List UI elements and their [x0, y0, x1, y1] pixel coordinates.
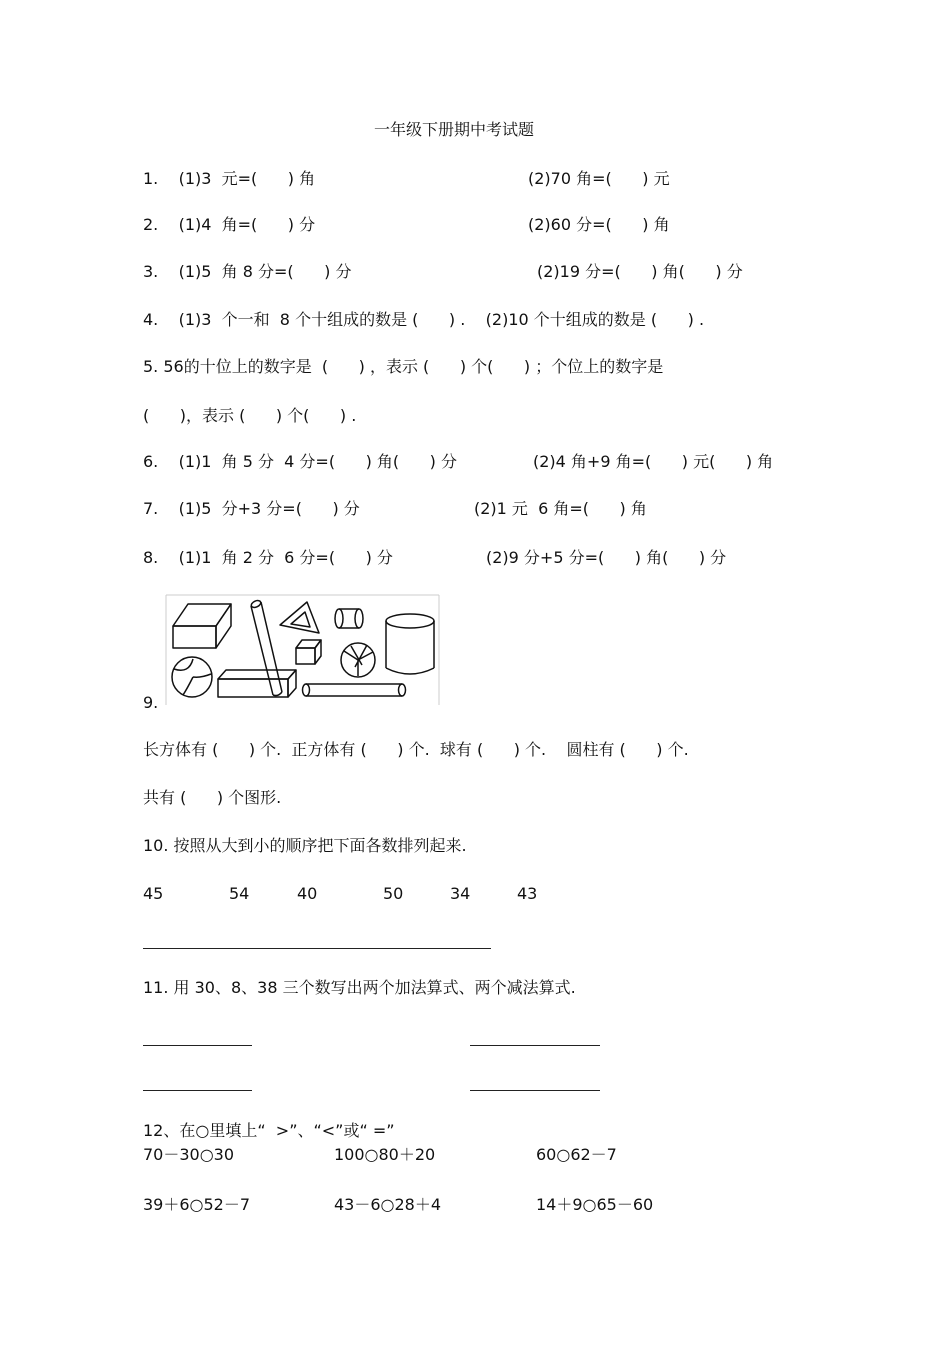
compare-item: 60○62－7 [536, 1145, 617, 1164]
question-4: 4. (1)3 个一和 8 个十组成的数是 ( ) . (2)10 个十组成的数是 ( ) . [143, 310, 705, 329]
horizontal-cylinder-icon [303, 684, 406, 696]
question-8b: (2)9 分+5 分=( ) 角( ) 分 [486, 548, 727, 567]
number-item: 43 [517, 884, 538, 903]
question-9-line2: 共有 ( ) 个图形. [143, 788, 282, 807]
question-11: 11. 用 30、8、38 三个数写出两个加法算式、两个减法算式. [143, 978, 576, 997]
rod-cylinder-icon [250, 599, 282, 695]
number-item: 54 [229, 884, 250, 903]
question-5-line1: 5. 56的十位上的数字是 ( ) ，表示 ( ) 个( ) ；个位上的数字是 [143, 357, 664, 376]
ball-icon [172, 657, 212, 697]
cube-icon [296, 640, 321, 664]
question-10: 10. 按照从大到小的顺序把下面各数排列起来. [143, 836, 467, 855]
cuboid-large-icon [173, 604, 231, 648]
question-3a: 3. (1)5 角 8 分=( ) 分 [143, 262, 352, 281]
answer-line[interactable] [470, 1045, 600, 1046]
triangle-ruler-icon [280, 602, 319, 633]
page-title: 一年级下册期中考试题 [374, 120, 535, 139]
question-2b: (2)60 分=( ) 角 [528, 215, 670, 234]
cuboid-flat-icon [218, 670, 296, 697]
answer-line[interactable] [143, 1045, 252, 1046]
question-12: 12、在○里填上“ >”、“<”或“ =” [143, 1121, 395, 1140]
question-1a: 1. (1)3 元=( ) 角 [143, 169, 316, 188]
question-2a: 2. (1)4 角=( ) 分 [143, 215, 316, 234]
question-1b: (2)70 角=( ) 元 [528, 169, 670, 188]
question-6a: 6. (1)1 角 5 分 4 分=( ) 角( ) 分 [143, 452, 457, 471]
question-3b: (2)19 分=( ) 角( ) 分 [537, 262, 743, 281]
question-7a: 7. (1)5 分+3 分=( ) 分 [143, 499, 360, 518]
number-item: 34 [450, 884, 471, 903]
question-9-number: 9. [143, 693, 159, 712]
question-6b: (2)4 角+9 角=( ) 元( ) 角 [533, 452, 774, 471]
compare-item: 100○80＋20 [334, 1145, 436, 1164]
compare-item: 14＋9○65－60 [536, 1195, 654, 1214]
question-8a: 8. (1)1 角 2 分 6 分=( ) 分 [143, 548, 393, 567]
question-5-line2: ( )，表示 ( ) 个( ) . [143, 406, 357, 425]
question-7b: (2)1 元 6 角=( ) 角 [474, 499, 647, 518]
compare-item: 70－30○30 [143, 1145, 235, 1164]
answer-line[interactable] [470, 1090, 600, 1091]
small-cylinder-icon [335, 609, 363, 628]
number-item: 50 [383, 884, 404, 903]
question-9-line1: 长方体有 ( ) 个. 正方体有 ( ) 个. 球有 ( ) 个. 圆柱有 ( ) 个. [143, 740, 689, 759]
ball-with-lines-icon [341, 643, 375, 677]
compare-item: 43－6○28＋4 [334, 1195, 442, 1214]
large-cylinder-icon [386, 614, 434, 674]
compare-item: 39＋6○52－7 [143, 1195, 251, 1214]
shapes-figure [165, 594, 440, 706]
number-item: 45 [143, 884, 164, 903]
answer-line[interactable] [143, 1090, 252, 1091]
answer-line[interactable] [143, 948, 491, 949]
number-item: 40 [297, 884, 318, 903]
